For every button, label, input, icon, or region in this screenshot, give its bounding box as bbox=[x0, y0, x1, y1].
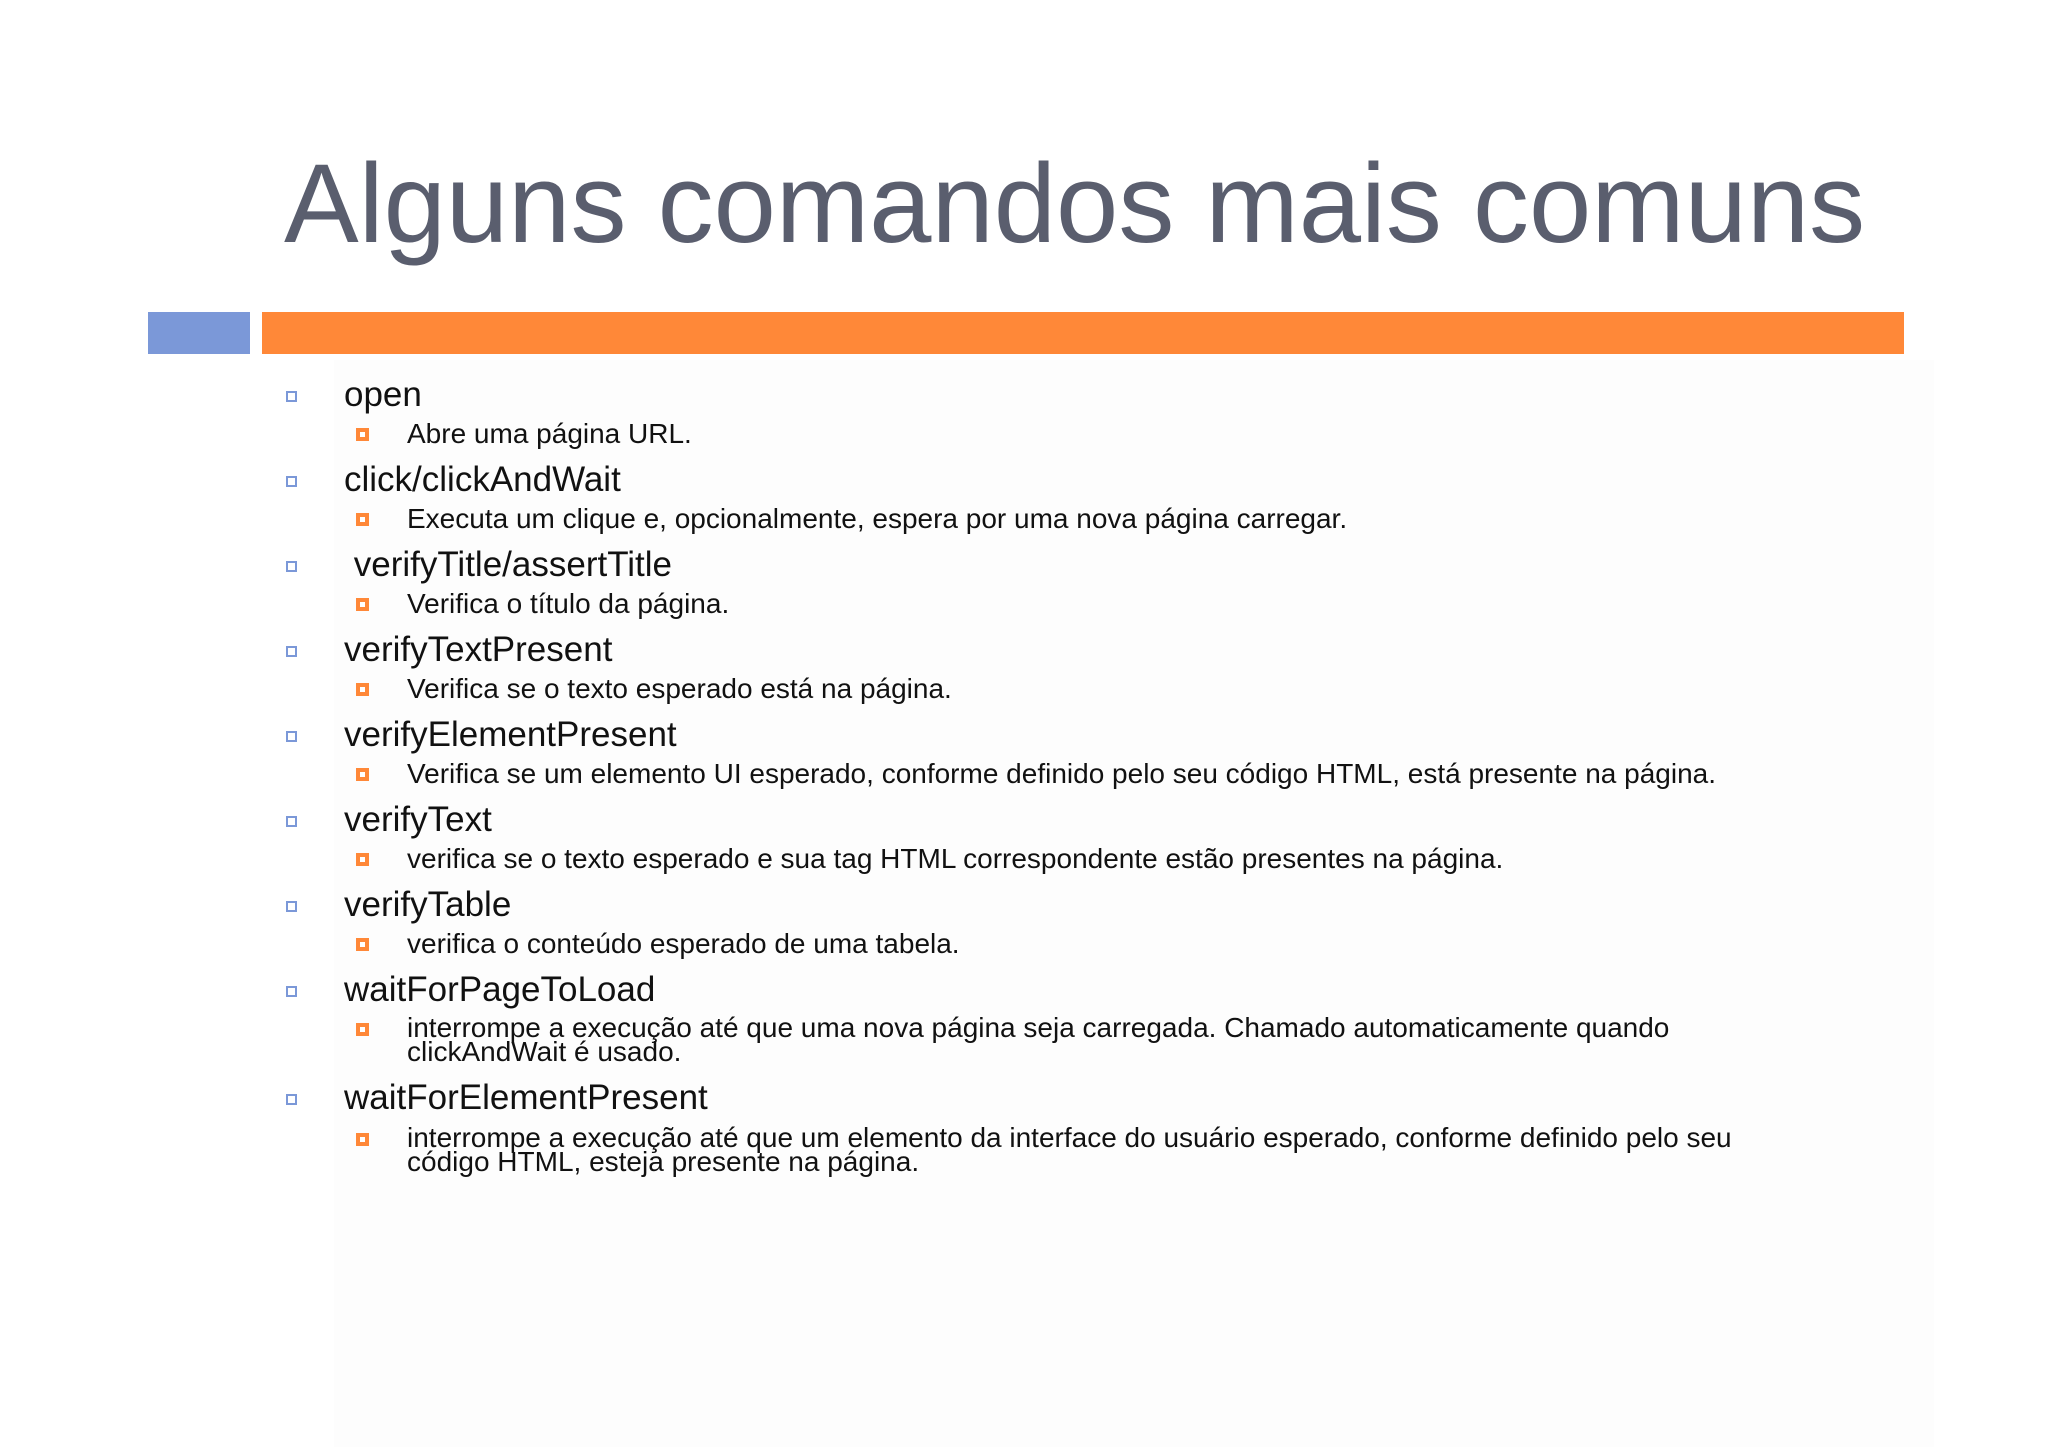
square-bullet-icon bbox=[286, 731, 297, 742]
square-bullet-icon bbox=[286, 1094, 297, 1105]
square-bullet-icon bbox=[356, 1133, 369, 1146]
square-bullet-icon bbox=[356, 683, 369, 696]
command-name: verifyText bbox=[344, 800, 492, 839]
square-bullet-icon bbox=[356, 598, 369, 611]
square-bullet-icon bbox=[286, 816, 297, 827]
square-bullet-icon bbox=[356, 428, 369, 441]
command-description: interrompe a execução até que um elemento da interface do usuário esperado, conforme definido pelo seu código HTML, esteja presente na página. bbox=[407, 1122, 1732, 1177]
command-description: interrompe a execução até que uma nova página seja carregada. Chamado automaticamente quando clickAndWait é usado. bbox=[407, 1012, 1670, 1067]
square-bullet-icon bbox=[356, 853, 369, 866]
command-description: Verifica o título da página. bbox=[407, 588, 730, 619]
square-bullet-icon bbox=[286, 476, 297, 487]
square-bullet-icon bbox=[286, 986, 297, 997]
square-bullet-icon bbox=[356, 1023, 369, 1036]
command-name: verifyTextPresent bbox=[344, 630, 613, 669]
command-name: verifyElementPresent bbox=[344, 715, 677, 754]
command-name: waitForElementPresent bbox=[344, 1078, 708, 1117]
square-bullet-icon bbox=[356, 938, 369, 951]
square-bullet-icon bbox=[356, 768, 369, 781]
command-name: open bbox=[344, 375, 422, 414]
command-name: waitForPageToLoad bbox=[344, 970, 656, 1009]
slide-title: Alguns comandos mais comuns bbox=[284, 141, 1866, 266]
command-description: verifica se o texto esperado e sua tag HTML correspondente estão presentes na página. bbox=[407, 843, 1504, 874]
square-bullet-icon bbox=[286, 901, 297, 912]
square-bullet-icon bbox=[286, 646, 297, 657]
command-description: Executa um clique e, opcionalmente, espera por uma nova página carregar. bbox=[407, 503, 1348, 534]
command-description: Abre uma página URL. bbox=[407, 418, 692, 449]
square-bullet-icon bbox=[286, 561, 297, 572]
command-description: Verifica se um elemento UI esperado, conforme definido pelo seu código HTML, está presente na página. bbox=[407, 758, 1716, 789]
command-name: verifyTable bbox=[344, 885, 512, 924]
command-name: click/clickAndWait bbox=[344, 460, 621, 499]
square-bullet-icon bbox=[286, 391, 297, 402]
command-description: Verifica se o texto esperado está na página. bbox=[407, 673, 952, 704]
square-bullet-icon bbox=[356, 513, 369, 526]
command-name: verifyTitle/assertTitle bbox=[344, 545, 673, 584]
command-description: verifica o conteúdo esperado de uma tabela. bbox=[407, 928, 960, 959]
